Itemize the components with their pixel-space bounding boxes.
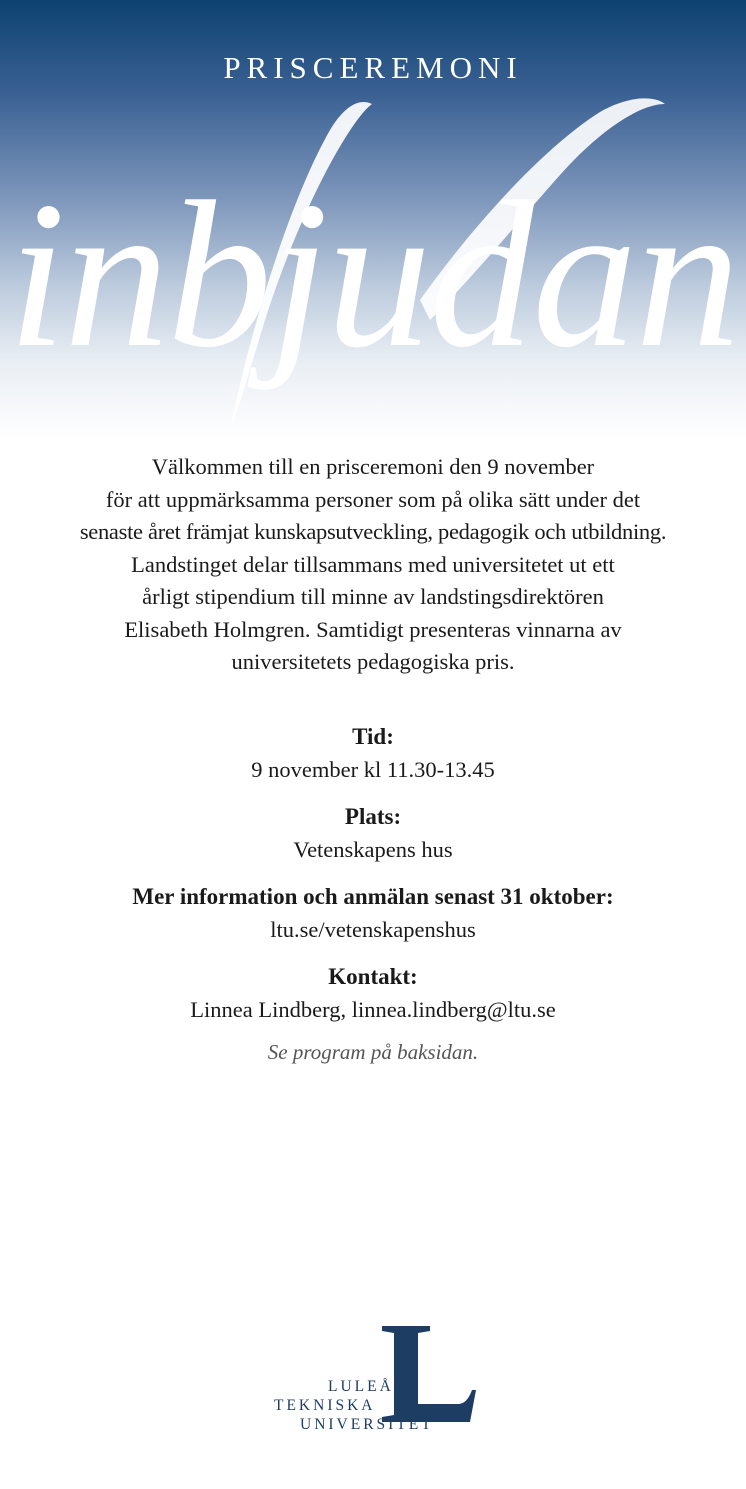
logo-text-tekniska: TEKNISKA [274,1397,376,1414]
intro-line: Välkommen till en prisceremoni den 9 november [151,454,595,479]
header-banner [0,0,746,440]
info-link[interactable]: ltu.se/vetenskapenshus [270,917,476,942]
back-side-note: Se program på baksidan. [267,1040,479,1064]
info-label: Mer information och anmälan senast 31 oktober: [132,884,614,909]
time-value: 9 november kl 11.30-13.45 [251,757,495,782]
event-details [0,720,746,1026]
contact-label: Kontakt: [328,964,418,989]
time-label: Tid: [352,724,394,749]
place-value: Vetenskapens hus [293,837,453,862]
event-kicker: PRISCEREMONI [223,50,523,85]
logo-text-universitet: UNIVERSITET [300,1416,434,1433]
intro-line: senaste året främjat kunskapsutveckling, pedagogik och utbildning. [79,519,667,544]
intro-line: Landstinget delar tillsammans med universitetet ut ett [131,551,615,577]
ltu-logo [262,1318,502,1438]
intro-line: universitetets pedagogiska pris. [231,649,515,674]
intro-line: för att uppmärksamma personer som på olika sätt under det [105,486,641,512]
contact-value[interactable]: Linnea Lindberg, linnea.lindberg@ltu.se [190,997,556,1022]
invitation-script-title: inbjudan [7,159,739,391]
intro-line: årligt stipendium till minne av landstingsdirektören [142,584,604,609]
intro-paragraph [30,451,716,679]
place-label: Plats: [344,804,402,829]
intro-line: Elisabeth Holmgren. Samtidigt presenteras vinnarna av [124,616,622,642]
logo-text-lulea: LULEÅ [328,1378,394,1395]
